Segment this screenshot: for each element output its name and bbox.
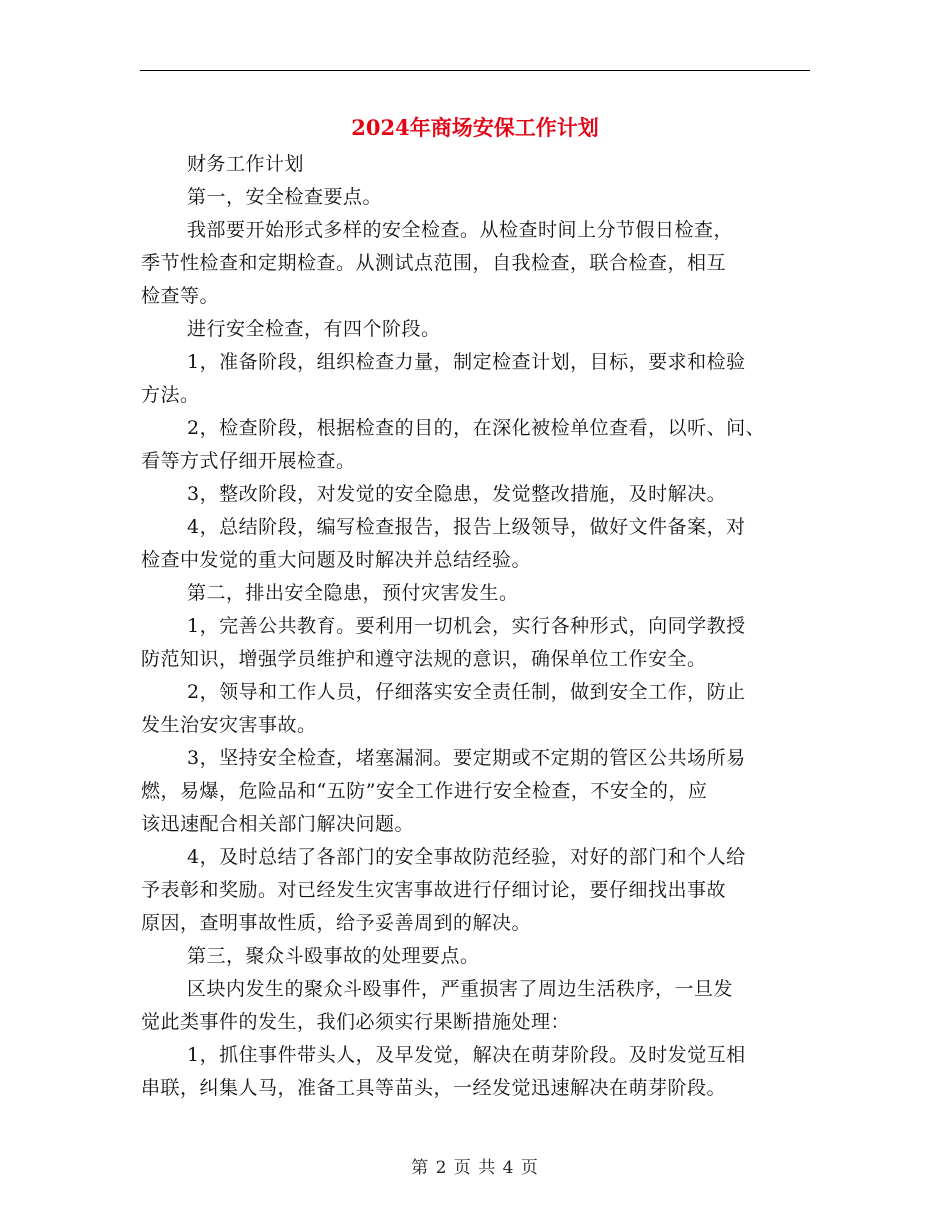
header-rule [140, 70, 810, 71]
text-line: 3，坚持安全检查，堵塞漏洞。要定期或不定期的管区公共场所易 [187, 747, 746, 769]
text-line: 防范知识，增强学员维护和遵守法规的意识，确保单位工作安全。 [141, 648, 707, 670]
text-line: 区块内发生的聚众斗殴事件，严重损害了周边生活秩序，一旦发 [187, 978, 734, 1000]
text-line: 看等方式仔细开展检查。 [141, 450, 356, 472]
text-line: 4，及时总结了各部门的安全事故防范经验，对好的部门和个人给 [187, 846, 746, 868]
text-line: 觉此类事件的发生，我们必须实行果断措施处理： [141, 1011, 571, 1033]
text-line: 1，抓住事件带头人，及早发觉，解决在萌芽阶段。及时发觉互相 [187, 1044, 746, 1066]
text-line: 财务工作计划 [187, 153, 305, 175]
text-line: 第三，聚众斗殴事故的处理要点。 [187, 945, 480, 967]
text-line: 1，准备阶段，组织检查力量，制定检查计划，目标，要求和检验 [187, 351, 746, 373]
text-line: 第二，排出安全隐患，预付灾害发生。 [187, 582, 519, 604]
text-line: 1，完善公共教育。要利用一切机会，实行各种形式，向同学教授 [187, 615, 746, 637]
text-line: 发生治安灾害事故。 [141, 714, 317, 736]
text-line: 串联，纠集人马，准备工具等苗头，一经发觉迅速解决在萌芽阶段。 [141, 1077, 727, 1099]
text-line: 4，总结阶段，编写检查报告，报告上级领导，做好文件备案，对 [187, 516, 746, 538]
page-number-footer: 第 2 页 共 4 页 [411, 1158, 539, 1178]
text-line: 我部要开始形式多样的安全检查。从检查时间上分节假日检查， [187, 219, 734, 241]
text-line: 进行安全检查，有四个阶段。 [187, 318, 441, 340]
text-line: 季节性检查和定期检查。从测试点范围，自我检查，联合检查，相互 [141, 252, 727, 274]
text-line: 检查等。 [141, 285, 220, 307]
text-line: 予表彰和奖励。对已经发生灾害事故进行仔细讨论，要仔细找出事故 [141, 879, 727, 901]
text-line: 3，整改阶段，对发觉的安全隐患，发觉整改措施，及时解决。 [187, 483, 727, 505]
text-line: 第一，安全检查要点。 [187, 186, 383, 208]
text-line: 2，检查阶段，根据检查的目的，在深化被检单位查看，以听、问、 [187, 417, 766, 439]
text-line: 燃，易爆，危险品和“五防”安全工作进行安全检查，不安全的，应 [141, 780, 708, 802]
document-body [141, 148, 813, 1105]
text-line: 2，领导和工作人员，仔细落实安全责任制，做到安全工作，防止 [187, 681, 746, 703]
text-line: 检查中发觉的重大问题及时解决并总结经验。 [141, 549, 532, 571]
text-line: 原因，查明事故性质，给予妥善周到的解决。 [141, 912, 532, 934]
text-line: 方法。 [141, 384, 200, 406]
document-title: 2024年商场安保工作计划 [351, 115, 599, 140]
text-line: 该迅速配合相关部门解决问题。 [141, 813, 415, 835]
